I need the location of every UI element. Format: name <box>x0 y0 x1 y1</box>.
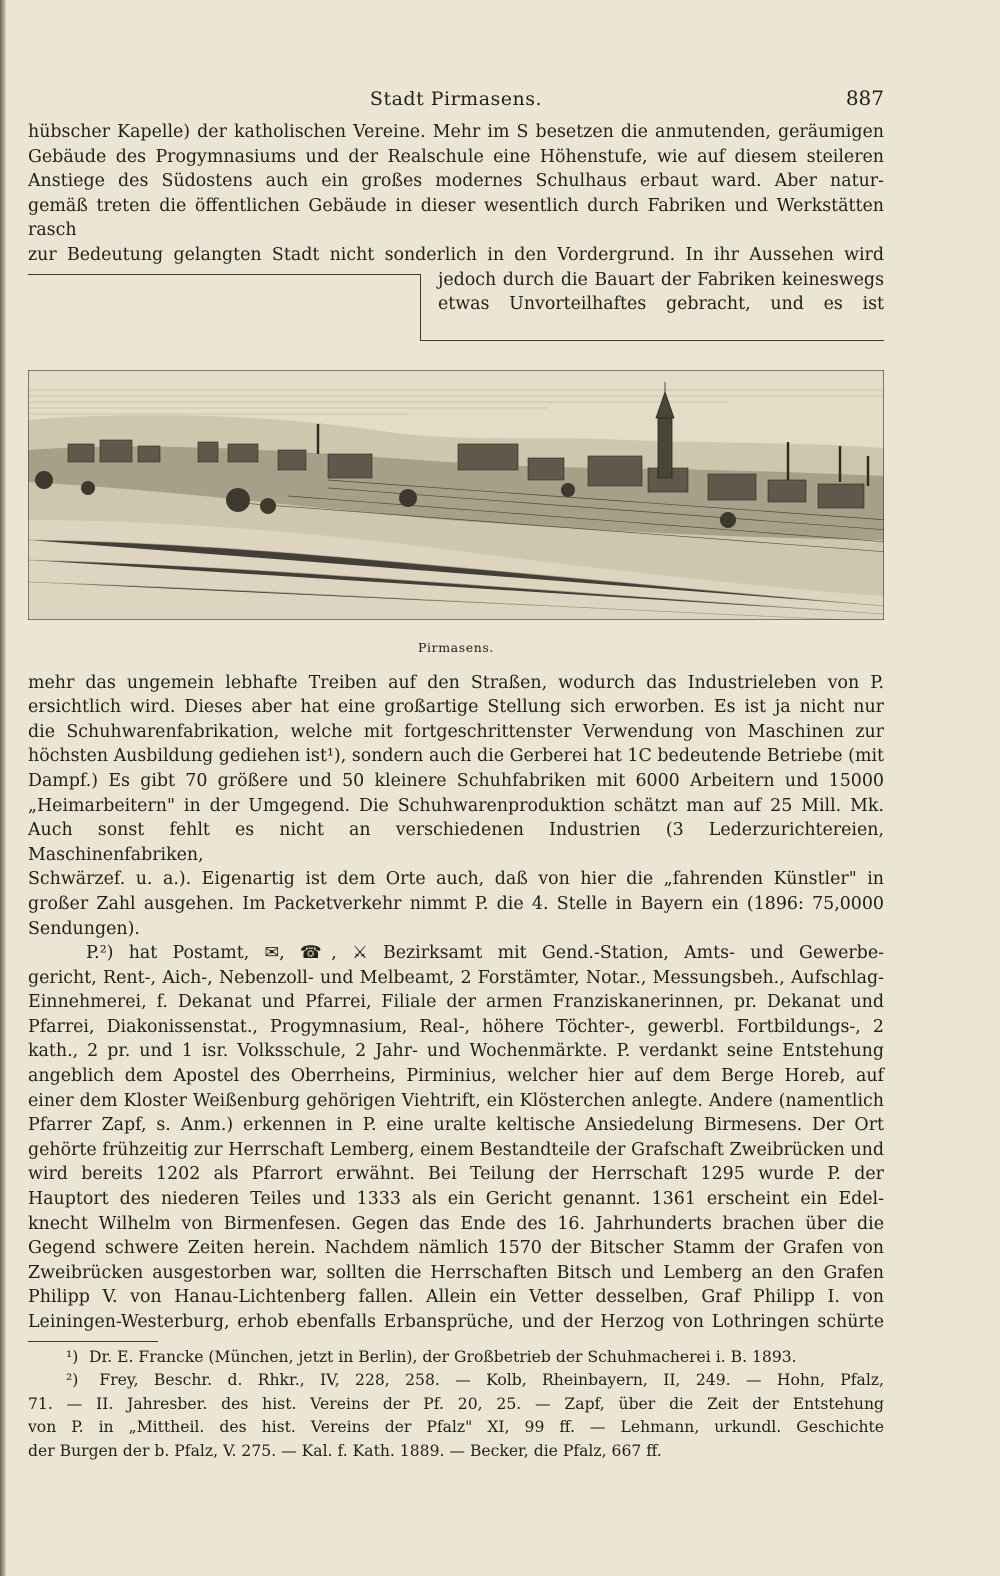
text-line: mehr das ungemein lebhafte Treiben auf den Straßen, wodurch das Industrieleben von P. <box>28 672 884 693</box>
page-binding-edge <box>0 0 6 1576</box>
text-line: gemäß treten die öffentlichen Gebäude in dieser wesentlich durch Fabriken und Werkstätten rasch <box>28 195 884 241</box>
figure-caption: Pirmasens. <box>418 639 494 655</box>
pirmasens-view-engraving <box>28 370 884 620</box>
text-line: Pfarrei, Diakonissenstat., Progymnasium, Real-, höhere Töchter-, gewerbl. Fortbildungs-, 2 <box>28 1016 884 1037</box>
text-line: gehörte frühzeitig zur Herrschaft Lemberg, einem Bestandteile der Grafschaft Zweibrücken und <box>28 1139 884 1160</box>
text-line: Philipp V. von Hanau-Lichtenberg fallen. Allein ein Vetter desselben, Graf Philipp I. von <box>28 1287 884 1308</box>
text-line: Gebäude des Progymnasiums und der Realschule eine Höhenstufe, wie auf diesem steileren <box>28 146 884 167</box>
text-line: „Heimarbeitern" in der Umgegend. Die Schuhwarenproduktion schätzt man auf 25 Mill. Mk. <box>28 795 884 816</box>
text-line: Hauptort des niederen Teiles und 1333 als ein Gericht genannt. 1361 erscheint ein Edel- <box>28 1189 884 1210</box>
engraving-figure <box>28 370 884 620</box>
footnote-rule <box>28 1341 158 1342</box>
text-line: angeblich dem Apostel des Oberrheins, Pirminius, welcher hier auf dem Berge Horeb, auf <box>28 1066 884 1087</box>
figure-frame-corner <box>28 274 421 341</box>
text-line: jedoch durch die Bauart der Fabriken keineswegs <box>438 269 884 290</box>
text-line: Zweibrücken ausgestorben war, sollten die Herrschaften Bitsch und Lemberg an den Grafen <box>28 1262 884 1283</box>
text-line: Leiningen-Westerburg, erhob ebenfalls Erbansprüche, und der Herzog von Lothringen schürte <box>28 1312 884 1332</box>
text-line: Pfarrer Zapf, s. Anm.) erkennen in P. eine uralte keltische Ansiedelung Birmesens. Der Ort <box>28 1115 884 1136</box>
text-line: Einnehmerei, f. Dekanat und Pfarrei, Filiale der armen Franziskanerinnen, pr. Dekanat und <box>28 992 884 1013</box>
text-line: einer dem Kloster Weißenburg gehörigen Viehtrift, ein Klösterchen anlegte. Andere (namentlich <box>28 1090 884 1111</box>
text-line: Dampf.) Es gibt 70 größere und 50 kleinere Schuhfabriken mit 6000 Arbeitern und 15000 <box>28 770 884 791</box>
footnote-2-line: 71. — II. Jahresber. des hist. Vereins der Pf. 20, 25. — Zapf, über die Zeit der Entstehung <box>28 1394 884 1413</box>
footnote-2-line: von P. in „Mittheil. des hist. Vereins der Pfalz" XI, 99 ff. — Lehmann, urkundl. Geschichte <box>28 1418 884 1437</box>
footnote-1 <box>28 1346 884 1370</box>
text-line: knecht Wilhelm von Birmenfesen. Gegen das Ende des 16. Jahrhunderts brachen über die <box>28 1213 884 1234</box>
text-line: P.²) hat Postamt, ✉, ☎, ⚔ Bezirksamt mit Gend.-Station, Amts- und Gewerbe- <box>86 943 884 964</box>
text-line: Gegend schwere Zeiten herein. Nachdem nämlich 1570 der Bitscher Stamm der Grafen von <box>28 1238 884 1259</box>
book-page <box>28 80 884 1463</box>
wrap-text <box>438 268 884 317</box>
text-line: ersichtlich wird. Dieses aber hat eine großartige Stellung sich erworben. Es ist ja nicht nur <box>28 697 884 718</box>
text-line: Schwärzef. u. a.). Eigenartig ist dem Orte auch, daß von hier die „fahrenden Künstler" in <box>28 869 884 890</box>
footnote-text: Frey, Beschr. d. Rhkr., IV, 228, 258. — Kolb, Rheinbayern, II, 249. — Hohn, Pfalz, <box>99 1371 885 1390</box>
footnote-marker: ¹) <box>66 1347 79 1366</box>
text-line: großer Zahl ausgehen. Im Packetverkehr nimmt P. die 4. Stelle in Bayern ein (1896: 75,0000 <box>28 893 884 914</box>
page-header <box>28 80 884 120</box>
footnote-2-line: der Burgen der b. Pfalz, V. 275. — Kal. f. Kath. 1889. — Becker, die Pfalz, 667 ff. <box>28 1441 662 1460</box>
footnote-marker: ²) <box>66 1371 79 1390</box>
paragraph-3 <box>28 941 884 1335</box>
text-line: die Schuhwarenfabrikation, welche mit fortgeschrittenster Verwendung von Maschinen zur <box>28 721 884 742</box>
footnote-2 <box>28 1369 884 1393</box>
paragraph-2 <box>28 671 884 942</box>
text-line: etwas Unvorteilhaftes gebracht, und es ist <box>438 294 884 315</box>
page-number: 887 <box>845 86 884 110</box>
text-line: Auch sonst fehlt es nicht an verschiedenen Industrien (3 Lederzurichtereien, Maschinenfabriken, <box>28 820 884 865</box>
figure-frame-rule <box>420 340 884 341</box>
text-line: hübscher Kapelle) der katholischen Vereine. Mehr im S besetzen die anmutenden, geräumigen <box>28 122 884 142</box>
paragraph-1 <box>28 120 884 366</box>
text-line: gericht, Rent-, Aich-, Nebenzoll- und Melbeamt, 2 Forstämter, Notar., Messungsbeh., Aufschlag- <box>28 967 884 988</box>
text-line: wird bereits 1202 als Pfarrort erwähnt. Bei Teilung der Herrschaft 1295 wurde P. der <box>28 1164 884 1185</box>
running-title: Stadt Pirmasens. <box>369 88 543 110</box>
text-wrap-around-figure <box>28 268 884 366</box>
footnotes <box>28 1346 884 1464</box>
text-line: Sendungen). <box>28 918 140 939</box>
text-line: Anstiege des Südostens auch ein großes modernes Schulhaus erbaut ward. Aber natur- <box>28 171 884 192</box>
text-line: höchsten Ausbildung gediehen ist¹), sondern auch die Gerberei hat 1C bedeutende Betriebe (mit <box>28 746 884 767</box>
text-line: zur Bedeutung gelangten Stadt nicht sonderlich in den Vordergrund. In ihr Aussehen wird <box>28 244 884 265</box>
text-line: kath., 2 pr. und 1 isr. Volksschule, 2 Jahr- und Wochenmärkte. P. verdankt seine Entstehung <box>28 1041 884 1062</box>
footnote-text: Dr. E. Francke (München, jetzt in Berlin), der Großbetrieb der Schuhmacherei i. B. 1893. <box>88 1347 797 1366</box>
